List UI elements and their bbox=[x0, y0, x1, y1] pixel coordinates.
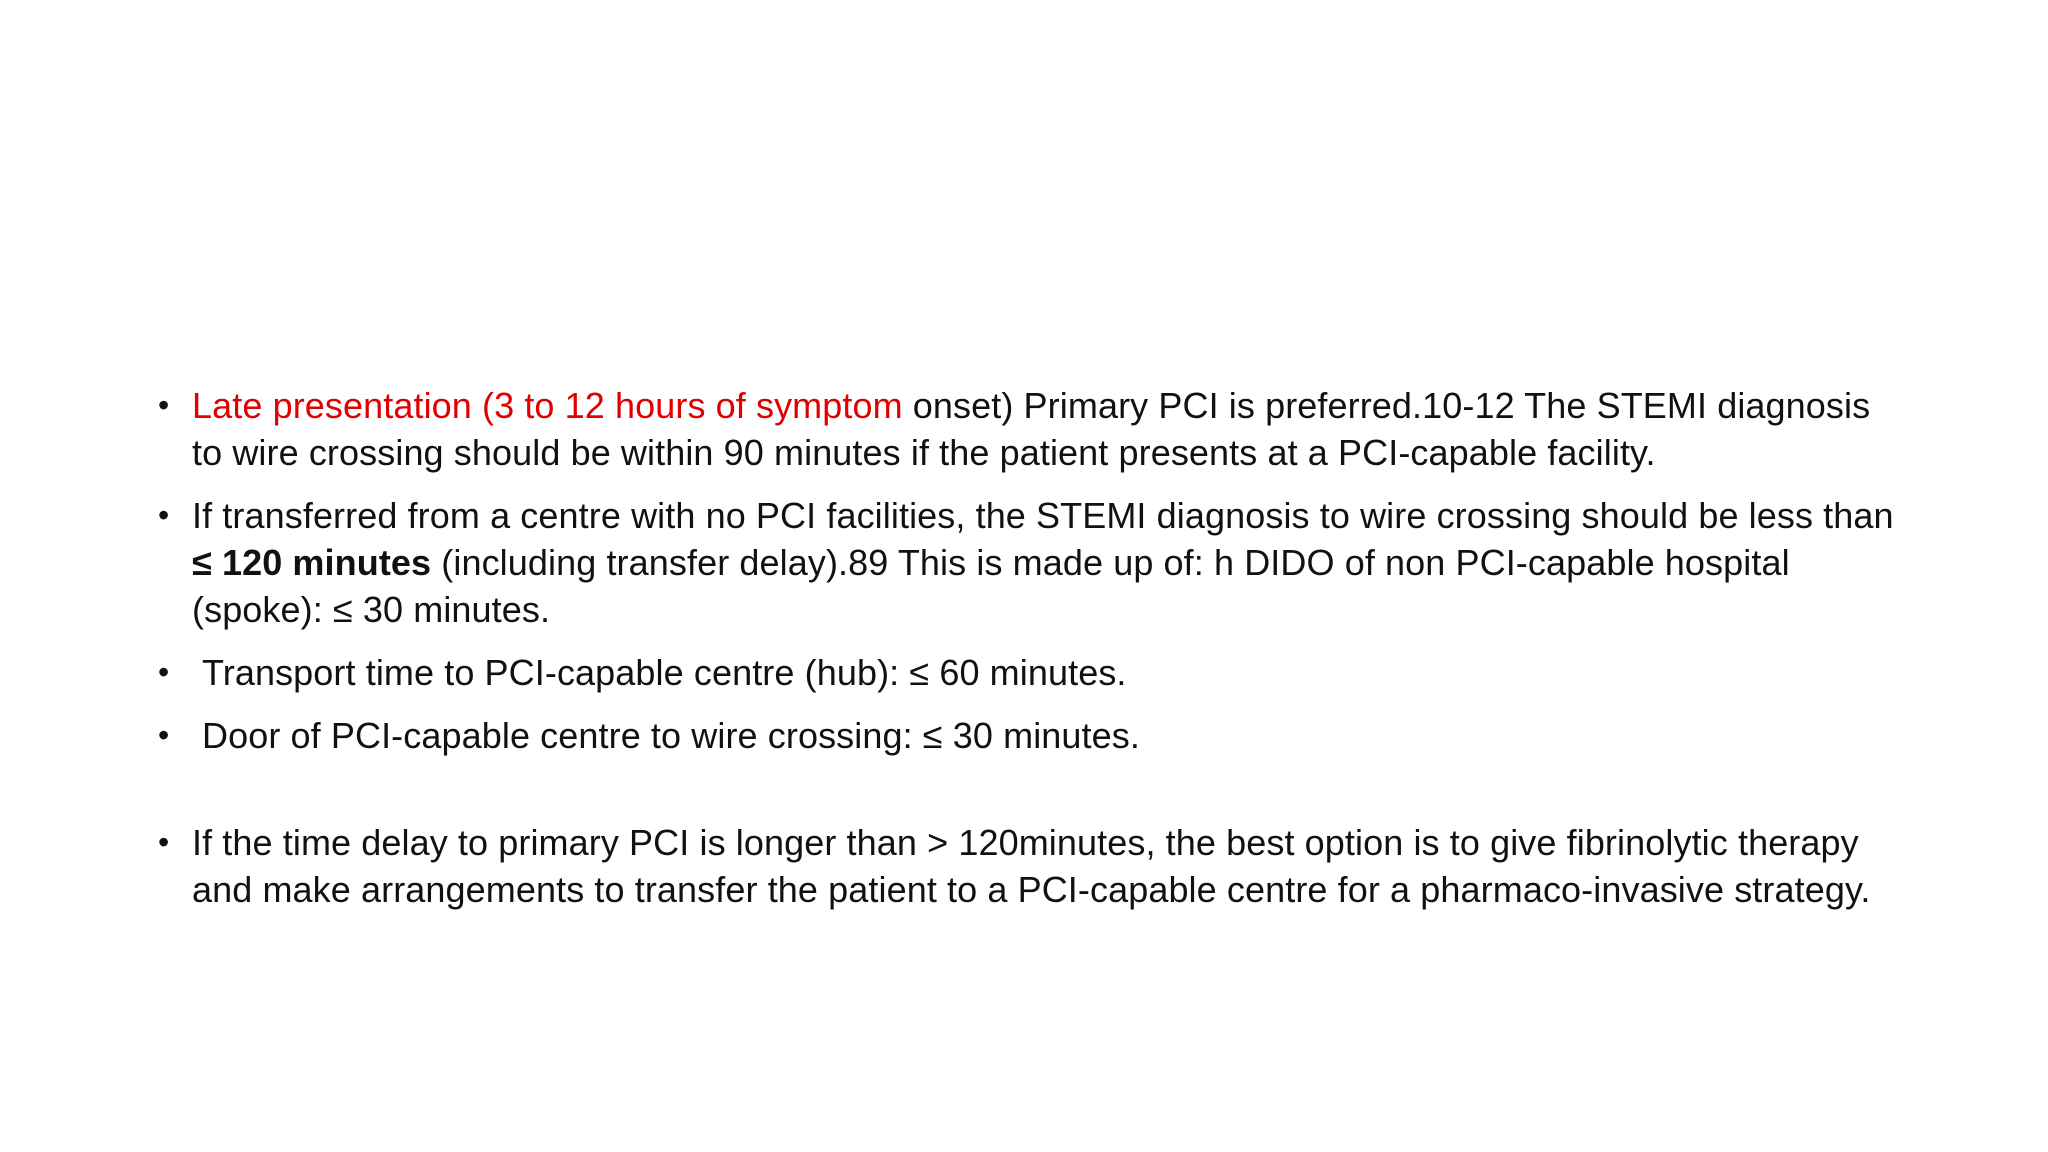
bullet-text: Transport time to PCI-capable centre (hub): ≤ 60 minutes. bbox=[202, 652, 1127, 693]
bullet-late-presentation bbox=[150, 382, 1910, 476]
bullet-text: Door of PCI-capable centre to wire crossing: ≤ 30 minutes. bbox=[202, 715, 1140, 756]
bullet-text: If the time delay to primary PCI is longer than > 120minutes, the best option is to give fibrinolytic therapy and make arrangements to transfer the patient to a PCI-capable centre for a pharmaco-invasive strategy. bbox=[192, 822, 1871, 910]
bullet-transfer bbox=[150, 492, 1910, 633]
bullet-list bbox=[150, 382, 1910, 929]
bullet-door-to-wire bbox=[150, 712, 1910, 759]
bullet-transport-time bbox=[150, 649, 1910, 696]
highlighted-text: Late presentation (3 to 12 hours of symptom bbox=[192, 385, 903, 426]
bold-text: ≤ 120 minutes bbox=[192, 542, 432, 583]
bullet-time-delay bbox=[150, 819, 1910, 913]
bullet-text: onset) Primary PCI is preferred.10-12 The STEMI diagnosis to wire crossing should be within 90 minutes if the patient presents at a PCI-capable facility. bbox=[192, 385, 1871, 473]
bullet-text: If transferred from a centre with no PCI facilities, the STEMI diagnosis to wire crossing should be less than bbox=[192, 495, 1894, 536]
bullet-text: (including transfer delay).89 This is made up of: h DIDO of non PCI-capable hospital (spoke): ≤ 30 minutes. bbox=[192, 542, 1790, 630]
